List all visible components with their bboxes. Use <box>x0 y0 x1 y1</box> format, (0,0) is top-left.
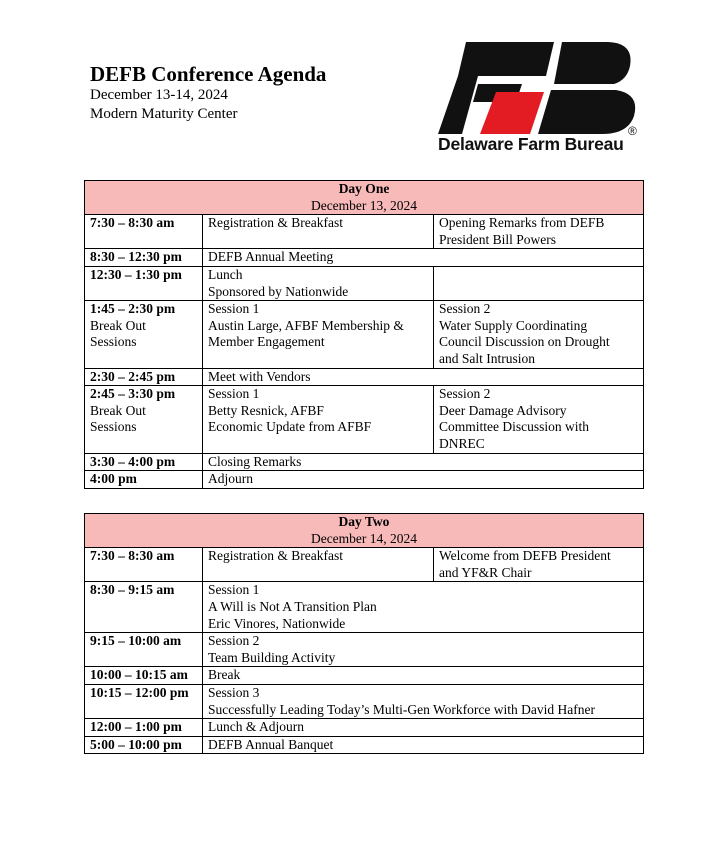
table-row <box>85 301 644 368</box>
event-cell: Lunch & Adjourn <box>203 719 644 737</box>
event-cell: DEFB Annual Banquet <box>203 736 644 754</box>
table-row <box>85 368 644 386</box>
table-row <box>85 667 644 685</box>
event-cell-secondary: Session 2 Deer Damage Advisory Committee Discussion with DNREC <box>434 386 644 453</box>
event-cell-secondary: Welcome from DEFB President and YF&R Chair <box>434 548 644 582</box>
table-row <box>85 548 644 582</box>
conference-venue: Modern Maturity Center <box>90 106 238 122</box>
event-cell: Registration & Breakfast <box>203 215 434 249</box>
document-header <box>90 62 326 124</box>
delaware-farm-bureau-logo <box>438 40 643 160</box>
event-cell: DEFB Annual Meeting <box>203 249 644 267</box>
event-cell: Adjourn <box>203 471 644 489</box>
fb-logo-mark-icon <box>438 40 643 136</box>
time-cell: 7:30 – 8:30 am <box>85 215 203 249</box>
event-cell: Closing Remarks <box>203 453 644 471</box>
table-row <box>85 249 644 267</box>
table-row <box>85 453 644 471</box>
conference-dates: December 13-14, 2024 <box>90 87 228 103</box>
event-cell: Session 1 Betty Resnick, AFBF Economic Update from AFBF <box>203 386 434 453</box>
event-cell: Registration & Breakfast <box>203 548 434 582</box>
table-row <box>85 266 644 300</box>
empty-cell <box>434 266 644 300</box>
day-one-agenda-table <box>84 180 644 489</box>
event-cell: Lunch Sponsored by Nationwide <box>203 266 434 300</box>
time-cell: 3:30 – 4:00 pm <box>85 453 203 471</box>
day-two-header-row <box>85 514 644 548</box>
time-cell: 2:30 – 2:45 pm <box>85 368 203 386</box>
table-row <box>85 471 644 489</box>
day-two-date: December 14, 2024 <box>310 530 418 546</box>
table-row <box>85 215 644 249</box>
time-cell: 10:15 – 12:00 pm <box>85 684 203 718</box>
time-cell: 4:00 pm <box>85 471 203 489</box>
event-cell: Session 3 Successfully Leading Today’s Multi-Gen Workforce with David Hafner <box>203 684 644 718</box>
registered-mark: ® <box>628 124 637 136</box>
time-cell: 8:30 – 12:30 pm <box>85 249 203 267</box>
time-cell: 5:00 – 10:00 pm <box>85 736 203 754</box>
table-row <box>85 386 644 453</box>
event-cell: Meet with Vendors <box>203 368 644 386</box>
event-cell: Break <box>203 667 644 685</box>
day-one-date: December 13, 2024 <box>310 197 418 213</box>
day-one-header-row <box>85 181 644 215</box>
event-cell-secondary: Opening Remarks from DEFB President Bill Powers <box>434 215 644 249</box>
time-cell: 7:30 – 8:30 am <box>85 548 203 582</box>
time-cell: 8:30 – 9:15 am <box>85 582 203 633</box>
table-row <box>85 582 644 633</box>
event-cell: Session 1 A Will is Not A Transition Plan Eric Vinores, Nationwide <box>203 582 644 633</box>
time-cell: 10:00 – 10:15 am <box>85 667 203 685</box>
table-row <box>85 633 644 667</box>
event-cell-secondary: Session 2 Water Supply Coordinating Council Discussion on Drought and Salt Intrusion <box>434 301 644 368</box>
time-cell: 12:00 – 1:00 pm <box>85 719 203 737</box>
day-two-agenda-table <box>84 513 644 754</box>
logo-wordmark: Delaware Farm Bureau <box>438 134 624 154</box>
time-cell: 9:15 – 10:00 am <box>85 633 203 667</box>
table-row <box>85 684 644 718</box>
time-cell: 12:30 – 1:30 pm <box>85 266 203 300</box>
event-cell: Session 1 Austin Large, AFBF Membership & Member Engagement <box>203 301 434 368</box>
day-two-label: Day Two <box>338 514 390 529</box>
day-one-label: Day One <box>338 181 390 196</box>
table-row <box>85 719 644 737</box>
event-cell: Session 2 Team Building Activity <box>203 633 644 667</box>
time-cell: 1:45 – 2:30 pm Break Out Sessions <box>85 301 203 368</box>
document-title: DEFB Conference Agenda <box>90 62 327 86</box>
time-cell: 2:45 – 3:30 pm Break Out Sessions <box>85 386 203 453</box>
table-row <box>85 736 644 754</box>
